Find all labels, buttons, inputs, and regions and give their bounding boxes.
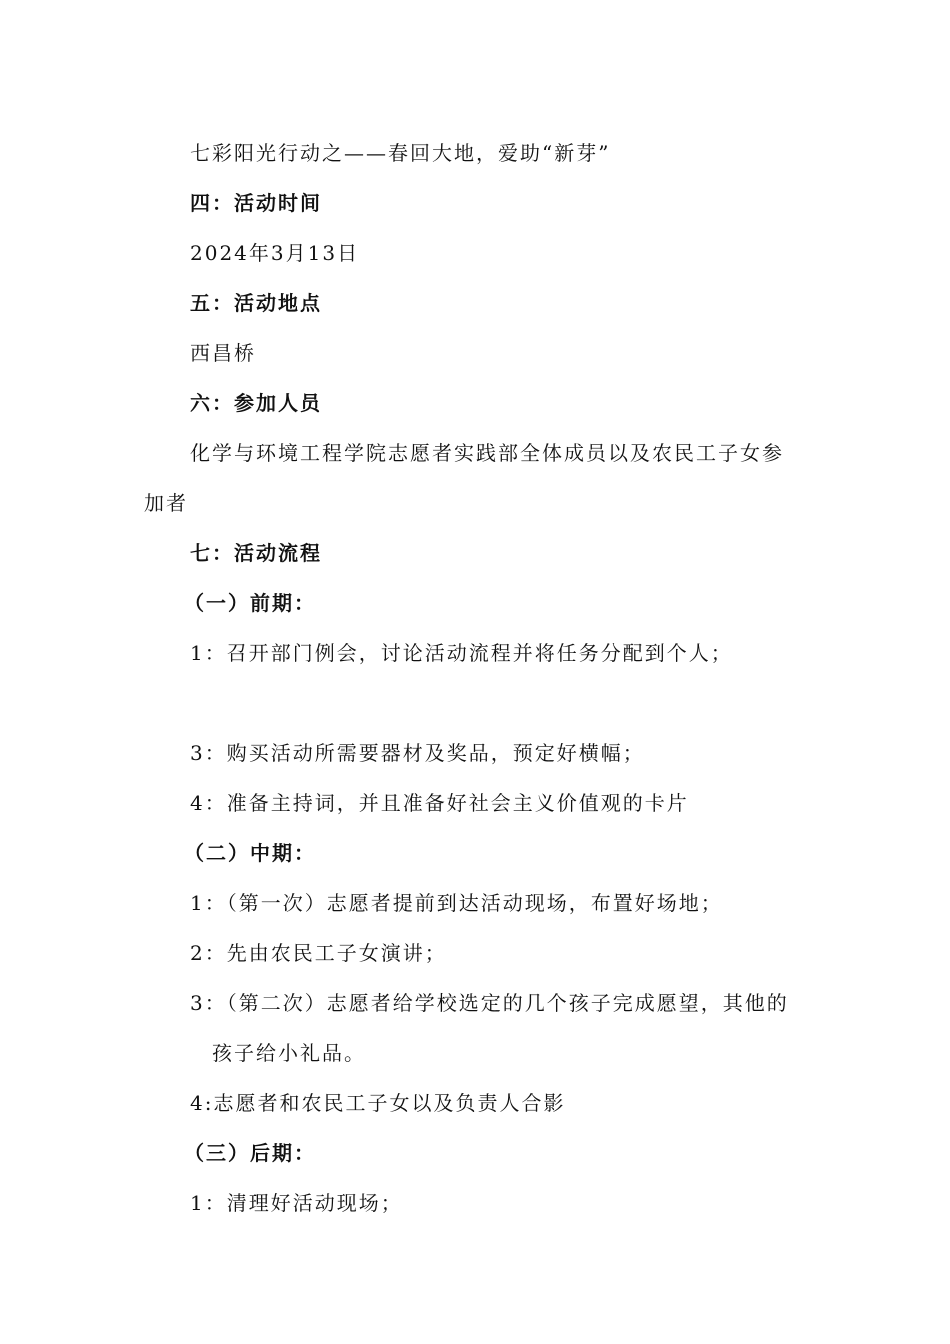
phase-1-heading: （一）前期： (184, 591, 316, 615)
phase-2-item-1: 1：（第一次）志愿者提前到达活动现场，布置好场地； (190, 891, 723, 915)
phase-3-item-1: 1：清理好活动现场； (190, 1191, 403, 1215)
phase-2-heading: （二）中期： (184, 841, 316, 865)
phase-1-item-3: 3：购买活动所需要器材及奖品，预定好横幅； (190, 741, 645, 765)
section-7-heading: 七：活动流程 (190, 541, 322, 565)
section-6-people-line-1: 化学与环境工程学院志愿者实践部全体成员以及农民工子女参 (190, 441, 784, 465)
phase-2-item-3-line-2: 孩子给小礼品。 (212, 1041, 366, 1065)
phase-1-item-4: 4：准备主持词，并且准备好社会主义价值观的卡片 (190, 791, 689, 815)
section-5-heading: 五：活动地点 (190, 291, 322, 315)
phase-1-item-1: 1：召开部门例会，讨论活动流程并将任务分配到个人； (190, 641, 733, 665)
phase-3-heading: （三）后期： (184, 1141, 316, 1165)
phase-2-item-2: 2：先由农民工子女演讲； (190, 941, 447, 965)
section-6-people-line-2: 加者 (144, 491, 188, 515)
section-4-date: 2024年3月13日 (190, 241, 360, 265)
phase-2-item-3-line-1: 3：（第二次）志愿者给学校选定的几个孩子完成愿望，其他的 (190, 991, 789, 1015)
phase-2-item-4: 4:志愿者和农民工子女以及负责人合影 (190, 1091, 566, 1115)
intro-title: 七彩阳光行动之——春回大地，爱助“新芽” (190, 141, 611, 165)
section-5-place: 西昌桥 (190, 341, 256, 365)
section-4-heading: 四：活动时间 (190, 191, 322, 215)
section-6-heading: 六：参加人员 (190, 391, 322, 415)
